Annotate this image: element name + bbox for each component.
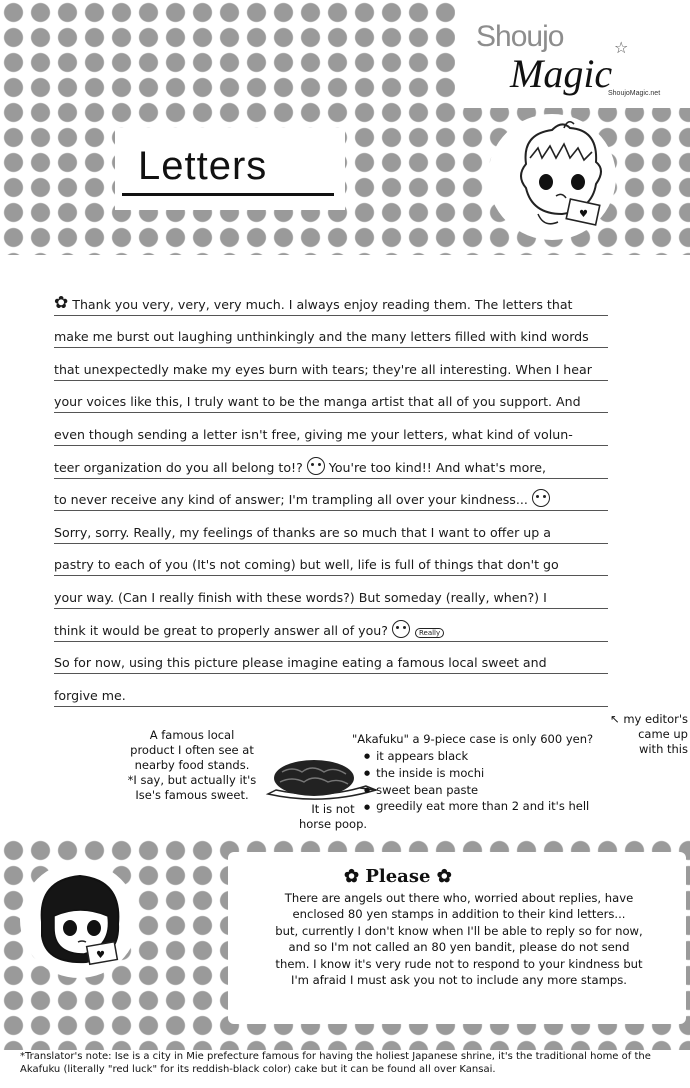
letter-line-text: teer organization do you all belong to!? — [54, 459, 303, 475]
letter-line-text: your voices like this, I truly want to be the manga artist that all of you support. And — [54, 394, 581, 410]
caption-line: *I say, but actually it's — [127, 773, 257, 787]
please-note-body — [236, 890, 682, 988]
akafuku-list — [364, 748, 589, 815]
translator-note: *Translator's note: Ise is a city in Mie prefecture famous for having the holiest Japanese shrine, it's the traditional home of the Akafuku (literally "red luck" for its reddish-black color) cake but it can be found all over Kansai. — [20, 1051, 651, 1075]
editor-note — [596, 712, 688, 757]
letter-line-text: forgive me. — [54, 687, 126, 703]
list-item: ● greedily eat more than 2 and it's hell — [364, 798, 589, 815]
please-heading: ✿ Please ✿ — [344, 866, 452, 887]
logo-url: ShoujoMagic.net — [608, 90, 661, 97]
list-item: ● sweet bean paste — [364, 782, 589, 799]
caption-line: horse poop. — [298, 817, 368, 831]
letter-line — [54, 413, 608, 446]
face-doodle-icon — [307, 457, 325, 475]
note-line: them. I know it's very rude not to respond to your kindness but — [275, 956, 643, 971]
svg-text:♥: ♥ — [96, 950, 105, 961]
letter-line — [54, 576, 608, 609]
editor-note-line: came up — [638, 727, 688, 741]
speech-bubble: Really — [415, 628, 444, 638]
face-doodle-icon — [532, 489, 550, 507]
face-doodle-icon — [392, 620, 410, 638]
caption-line: It is not — [311, 802, 355, 816]
note-line: and so I'm not called an 80 yen bandit, please do not send — [288, 940, 630, 955]
letter-line — [54, 348, 608, 381]
letter-line-text: You're too kind!! And what's more, — [328, 459, 547, 475]
caption-line: A famous local — [149, 728, 235, 742]
letter-line-text: make me burst out laughing unthinkingly and the many letters filled with kind words — [54, 329, 589, 345]
scanlation-logo — [472, 20, 672, 100]
letter-line — [54, 674, 608, 707]
letter-line-text: Thank you very, very, very much. I always enjoy reading them. The letters that — [72, 296, 573, 312]
letter-line-text: Sorry, sorry. Really, my feelings of thanks are so much that I want to offer up a — [54, 524, 551, 540]
arrow-icon: ↖ — [610, 712, 624, 726]
letter-line — [54, 544, 608, 577]
letter-line-text: your way. (Can I really finish with these words?) But someday (really, when?) I — [54, 589, 547, 605]
akafuku-heading: "Akafuku" a 9-piece case is only 600 yen? — [352, 732, 594, 746]
logo-top-text: Shoujo — [476, 20, 564, 53]
note-line: I'm afraid I must ask you not to include any more stamps. — [291, 973, 627, 988]
letter-line-text: So for now, using this picture please imagine eating a famous local sweet and — [54, 655, 547, 671]
logo-bottom-text: Magic — [510, 51, 613, 96]
chibi-character-with-letter-icon — [508, 118, 612, 238]
flower-icon: ✿ — [344, 866, 366, 887]
caption-line: Ise's famous sweet. — [135, 788, 249, 802]
letter-line — [54, 609, 608, 642]
chibi-character-dark-hair-icon — [30, 868, 130, 972]
sweet-joke-caption — [293, 802, 373, 832]
letter-line — [54, 283, 608, 316]
svg-text:♥: ♥ — [579, 209, 588, 220]
flower-icon: ✿ — [430, 866, 452, 887]
list-item: ● the inside is mochi — [364, 765, 589, 782]
note-line: enclosed 80 yen stamps in addition to their kind letters... — [292, 907, 626, 922]
star-icon: ☆ — [614, 38, 629, 57]
letter-text-block — [54, 283, 608, 707]
note-line: but, currently I don't know when I'll be able to reply so for now, — [275, 923, 643, 938]
letter-line-text: that unexpectedly make my eyes burn with tears; they're all interesting. When I hear — [54, 361, 592, 377]
note-line: There are angels out there who, worried about replies, have — [284, 891, 634, 905]
letter-line-text: think it would be great to properly answer all of you? — [54, 622, 388, 638]
flower-icon: ✿ — [54, 292, 69, 313]
letter-line — [54, 316, 608, 349]
letter-line-text: even though sending a letter isn't free, giving me your letters, what kind of volun- — [54, 426, 573, 442]
sweet-caption — [118, 728, 266, 803]
letter-line — [54, 381, 608, 414]
list-item: ● it appears black — [364, 748, 589, 765]
letter-line — [54, 511, 608, 544]
editor-note-line: ↖ my editor's — [610, 712, 688, 726]
caption-line: nearby food stands. — [134, 758, 250, 772]
letter-line-text: to never receive any kind of answer; I'm trampling all over your kindness... — [54, 492, 528, 508]
editor-note-line: with this — [638, 742, 688, 756]
letter-line-text: pastry to each of you (It's not coming) but well, life is full of things that don't go — [54, 557, 559, 573]
letter-line — [54, 446, 608, 479]
caption-line: product I often see at — [130, 743, 254, 757]
page-title: Letters — [138, 144, 268, 188]
title-underline — [122, 193, 334, 196]
letter-line — [54, 479, 608, 512]
letter-line — [54, 642, 608, 675]
